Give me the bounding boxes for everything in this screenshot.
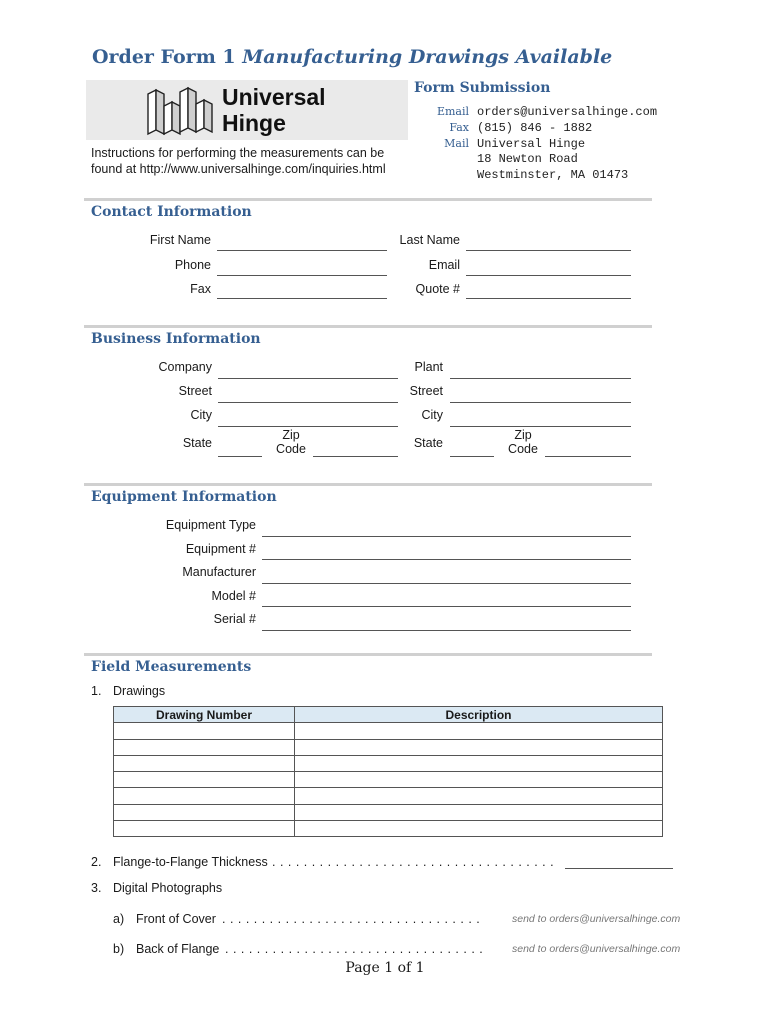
mail-label: Mail xyxy=(444,137,469,150)
page-number: Page 1 of 1 xyxy=(345,960,425,976)
leader-dots: . . . . . . . . . . . . . . . . . . . . . . . . . . . . . . . . . xyxy=(225,942,484,956)
logo-text-universal: Universal xyxy=(222,84,326,110)
mail-line-3: Westminster, MA 01473 xyxy=(477,168,629,182)
measurements-section-title: Field Measurements xyxy=(91,659,252,675)
first-name-label: First Name xyxy=(149,233,211,247)
flange-thickness-field[interactable] xyxy=(565,868,673,869)
drawing-number-cell[interactable] xyxy=(114,739,295,755)
drawing-number-cell[interactable] xyxy=(114,821,295,837)
send-note-front: send to orders@universalhinge.com xyxy=(512,913,681,925)
company-label: Company xyxy=(158,360,212,374)
serial-field[interactable] xyxy=(262,630,631,631)
model-label: Model # xyxy=(211,589,256,603)
item-3a-number: a) xyxy=(113,912,125,926)
model-field[interactable] xyxy=(262,606,631,607)
item-3b-number: b) xyxy=(113,942,125,956)
table-row xyxy=(114,821,663,837)
last-name-label: Last Name xyxy=(399,233,460,247)
plant-label: Plant xyxy=(414,360,443,374)
manufacturer-label: Manufacturer xyxy=(182,565,256,579)
plant-city-field[interactable] xyxy=(450,426,631,427)
drawing-number-cell[interactable] xyxy=(114,723,295,739)
submission-email[interactable]: orders@universalhinge.com xyxy=(477,105,658,119)
serial-label: Serial # xyxy=(213,612,256,626)
street-label: Street xyxy=(178,384,212,398)
form-submission-title: Form Submission xyxy=(414,80,551,96)
plant-state-field[interactable] xyxy=(450,456,494,457)
business-section-title: Business Information xyxy=(91,331,261,347)
send-note-back: send to orders@universalhinge.com xyxy=(512,943,681,955)
plant-zip-label: Zip Code xyxy=(508,428,538,456)
plant-zip-field[interactable] xyxy=(545,456,631,457)
fax-field[interactable] xyxy=(217,298,387,299)
description-cell[interactable] xyxy=(295,772,663,788)
description-cell[interactable] xyxy=(295,821,663,837)
table-row xyxy=(114,755,663,771)
manufacturer-field[interactable] xyxy=(262,583,631,584)
description-cell[interactable] xyxy=(295,723,663,739)
company-field[interactable] xyxy=(218,378,398,379)
title-bold: Order Form 1 xyxy=(92,46,236,68)
section-divider xyxy=(84,653,652,656)
table-row xyxy=(114,804,663,820)
drawing-number-cell[interactable] xyxy=(114,788,295,804)
description-cell[interactable] xyxy=(295,804,663,820)
item-1-label: Drawings xyxy=(113,684,166,698)
instructions-text: Instructions for performing the measurements can be found at http://www.universalhinge.com/inquiries.html xyxy=(91,146,386,176)
plant-state-label: State xyxy=(413,436,443,450)
plant-street-label: Street xyxy=(409,384,443,398)
drawing-number-cell[interactable] xyxy=(114,772,295,788)
leader-dots: . . . . . . . . . . . . . . . . . . . . . . . . . . . . . . . . . xyxy=(222,912,481,926)
table-row xyxy=(114,739,663,755)
equipment-section-title: Equipment Information xyxy=(91,489,277,505)
equipment-number-field[interactable] xyxy=(262,559,631,560)
logo-banner xyxy=(86,80,408,140)
plant-field[interactable] xyxy=(450,378,631,379)
section-divider xyxy=(84,483,652,486)
email-label: Email xyxy=(436,105,469,118)
drawing-number-header: Drawing Number xyxy=(114,707,295,723)
description-cell[interactable] xyxy=(295,755,663,771)
description-header: Description xyxy=(295,707,663,723)
item-1-number: 1. xyxy=(91,684,102,698)
drawing-number-cell[interactable] xyxy=(114,804,295,820)
fax-field-label: Fax xyxy=(190,282,211,296)
phone-label: Phone xyxy=(174,258,211,272)
quote-field[interactable] xyxy=(466,298,631,299)
item-2-number: 2. xyxy=(91,855,102,869)
contact-email-field[interactable] xyxy=(466,275,631,276)
description-cell[interactable] xyxy=(295,739,663,755)
drawing-number-cell[interactable] xyxy=(114,755,295,771)
contact-section-title: Contact Information xyxy=(91,204,252,220)
table-row xyxy=(114,772,663,788)
mail-line-1: Universal Hinge xyxy=(477,137,586,151)
last-name-field[interactable] xyxy=(466,250,631,251)
mail-line-2: 18 Newton Road xyxy=(477,152,578,166)
item-2-label: Flange-to-Flange Thickness xyxy=(113,855,268,869)
fax-label: Fax xyxy=(449,121,469,134)
table-row xyxy=(114,788,663,804)
submission-fax: (815) 846 - 1882 xyxy=(477,121,593,135)
street-field[interactable] xyxy=(218,402,398,403)
city-label: City xyxy=(190,408,212,422)
section-divider xyxy=(84,198,652,201)
first-name-field[interactable] xyxy=(217,250,387,251)
state-field[interactable] xyxy=(218,456,262,457)
equipment-type-field[interactable] xyxy=(262,536,631,537)
section-divider xyxy=(84,325,652,328)
drawings-table xyxy=(113,706,663,837)
zip-field[interactable] xyxy=(313,456,398,457)
item-3a-label: Front of Cover xyxy=(136,912,216,926)
table-header-row xyxy=(114,707,663,723)
table-row xyxy=(114,723,663,739)
phone-field[interactable] xyxy=(217,275,387,276)
leader-dots: . . . . . . . . . . . . . . . . . . . . . . . . . . . . . . . . . . . . xyxy=(272,855,555,869)
item-3b-label: Back of Flange xyxy=(136,942,220,956)
logo-text-hinge: Hinge xyxy=(222,110,286,136)
page-title xyxy=(92,46,612,68)
title-italic: Manufacturing Drawings Available xyxy=(242,46,613,68)
zip-label: Zip Code xyxy=(276,428,306,456)
contact-email-label: Email xyxy=(428,258,460,272)
plant-city-label: City xyxy=(421,408,443,422)
equipment-number-label: Equipment # xyxy=(185,542,256,556)
equipment-type-label: Equipment Type xyxy=(165,518,256,532)
universal-hinge-logo-icon xyxy=(142,84,222,136)
quote-label: Quote # xyxy=(415,282,460,296)
item-3-number: 3. xyxy=(91,881,102,895)
description-cell[interactable] xyxy=(295,788,663,804)
item-3-label: Digital Photographs xyxy=(113,881,223,895)
city-field[interactable] xyxy=(218,426,398,427)
state-label: State xyxy=(182,436,212,450)
plant-street-field[interactable] xyxy=(450,402,631,403)
